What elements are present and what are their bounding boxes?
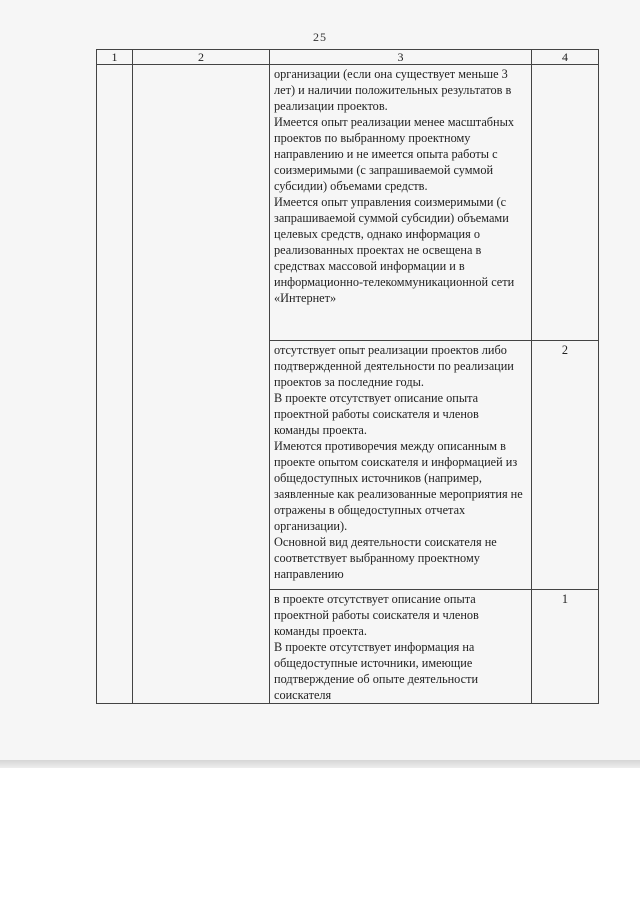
paragraph: В проекте отсутствует описание опыта проектной работы соискателя и членов команды проекта. — [274, 391, 479, 437]
paragraph: Имеется опыт управления соизмеримыми (с запрашиваемой суммой субсидии) объемами целевых средств, однако информация о реализованных проектах не освещена в средствах массовой информации и в информационно-телекоммуникационной сети «Интернет» — [274, 195, 515, 305]
criteria-table — [96, 49, 599, 704]
paragraph: в проекте отсутствует описание опыта проектной работы соискателя и членов команды проекта. — [274, 592, 479, 638]
table-row — [97, 65, 599, 341]
table-header-row — [97, 50, 599, 65]
score-cell — [532, 341, 599, 590]
score-value — [532, 65, 598, 66]
paragraph: отсутствует опыт реализации проектов либо подтвержденной деятельности по реализации проектов за последние годы. — [274, 343, 514, 389]
paragraph: Основной вид деятельности соискателя не соответствует выбранному проектному направлению — [274, 535, 497, 581]
score-value: 1 — [561, 592, 569, 606]
score-cell — [532, 590, 599, 704]
paragraph: организации (если она существует меньше 3 лет) и наличии положительных результатов в реализации проектов. — [274, 67, 512, 113]
page-number: 25 — [313, 30, 327, 44]
header-cell-4: 4 — [532, 50, 599, 65]
criterion-cell — [133, 65, 270, 704]
description-cell — [270, 590, 532, 704]
scan-edge — [0, 760, 640, 768]
header-cell-1: 1 — [97, 50, 133, 65]
score-value: 2 — [561, 343, 569, 357]
description-cell — [270, 65, 532, 341]
description-cell — [270, 341, 532, 590]
header-cell-2: 2 — [133, 50, 270, 65]
number-cell — [97, 65, 133, 704]
paragraph: В проекте отсутствует информация на общедоступные источники, имеющие подтверждение об опыте деятельности соискателя — [274, 640, 479, 702]
header-cell-3: 3 — [270, 50, 532, 65]
score-cell — [532, 65, 599, 341]
paragraph: Имеется опыт реализации менее масштабных проектов по выбранному проектному направлению и не имеется опыта работы с соизмеримыми (с запрашиваемой суммой субсидии) объемами средств. — [274, 115, 515, 193]
paragraph: Имеются противоречия между описанным в проекте опытом соискателя и информацией из общедоступных источников (например, заявленные как реализованные мероприятия не отражены в общедоступных отчетах организации). — [274, 439, 523, 533]
